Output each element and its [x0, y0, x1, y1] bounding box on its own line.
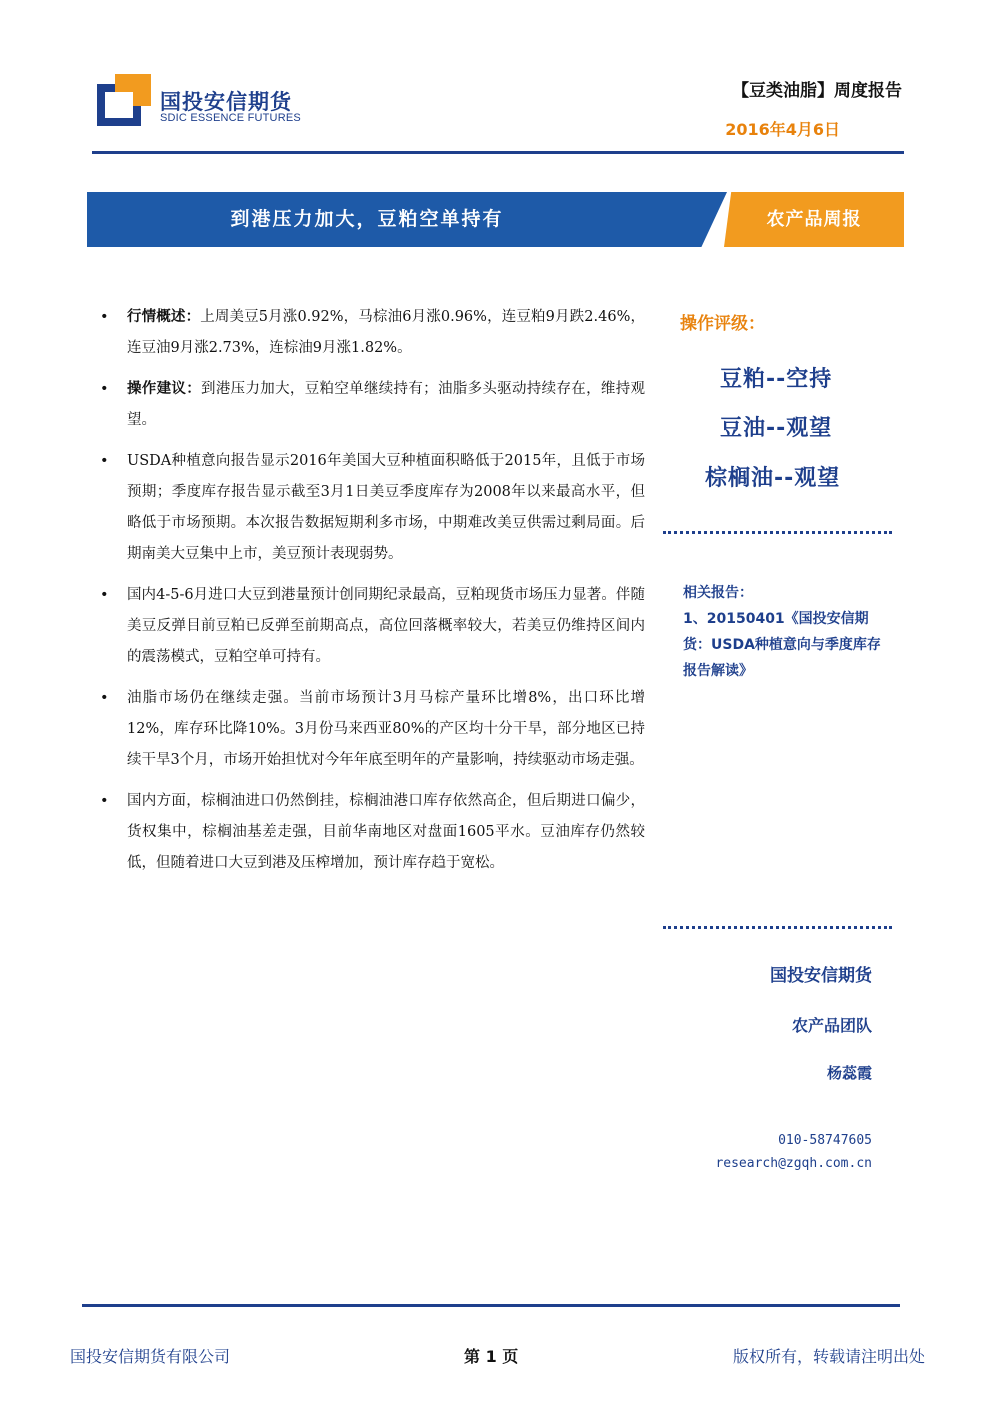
- dotted-divider: [663, 531, 892, 534]
- bullet-text: 上周美豆5月涨0.92%，马棕油6月涨0.96%，连豆粕9月跌2.46%，连豆油9月涨2.73%，连棕油9月涨1.82%。: [127, 309, 645, 356]
- bullet-text: 油脂市场仍在继续走强。当前市场预计3月马棕产量环比增8%，出口环比增12%，库存环比降10%。3月份马来西亚80%的产区均十分干旱，部分地区已持续干旱3个月，市场开始担忧对今年年底至明年的产量影响，持续驱动市场走强。: [127, 690, 645, 768]
- author-company: 国投安信期货: [770, 966, 872, 986]
- bullet-dot-icon: •: [100, 793, 109, 809]
- header-divider: [92, 151, 904, 154]
- bullet-usda-report: [100, 446, 645, 570]
- footer-copyright: 版权所有，转载请注明出处: [732, 1347, 925, 1366]
- rating-soyoil: 豆油--观望: [720, 416, 833, 441]
- bullet-dot-icon: •: [100, 309, 109, 325]
- rating-label: 操作评级：: [680, 314, 765, 334]
- report-type: 【豆类油脂】周度报告: [732, 81, 902, 101]
- bullet-text: 国内4-5-6月进口大豆到港量预计创同期纪录最高，豆粕现货市场压力显著。伴随美豆反弹目前豆粕已反弹至前期高点，高位回落概率较大，若美豆仍维持区间内的震荡模式，豆粕空单可持有。: [127, 587, 645, 665]
- bullet-text: 到港压力加大，豆粕空单继续持有；油脂多头驱动持续存在，维持观望。: [127, 381, 645, 428]
- page-number: 第 1 页: [464, 1347, 519, 1366]
- contact-phone: 010-58747605: [778, 1133, 872, 1148]
- bullet-dot-icon: •: [100, 453, 109, 469]
- contact-email[interactable]: research@zgqh.com.cn: [715, 1156, 872, 1171]
- related-report-link[interactable]: 1、20150401《国投安信期货：USDA种植意向与季度库存报告解读》: [683, 611, 881, 679]
- bullet-soymeal-domestic: [100, 580, 645, 673]
- related-reports: [683, 580, 883, 684]
- logo-english-name: SDIC ESSENCE FUTURES: [160, 112, 301, 124]
- logo-chinese-name: 国投安信期货: [160, 90, 292, 114]
- author-team: 农产品团队: [791, 1016, 872, 1035]
- category-tag: 农产品周报: [766, 209, 862, 230]
- author-name: 杨蕊霞: [826, 1064, 872, 1082]
- bullet-oils-market: [100, 683, 645, 776]
- bullet-market-overview: [100, 302, 645, 364]
- bullet-text: 国内方面，棕榈油进口仍然倒挂，棕榈油港口库存依然高企，但后期进口偏少，货权集中，棕榈油基差走强，目前华南地区对盘面1605平水。豆油库存仍然较低，但随着进口大豆到港及压榨增加，预计库存趋于宽松。: [127, 793, 645, 871]
- bullet-dot-icon: •: [100, 690, 109, 706]
- related-reports-title: 相关报告：: [683, 585, 753, 601]
- footer-company: 国投安信期货有限公司: [70, 1347, 231, 1366]
- bullet-trade-advice: [100, 374, 645, 436]
- rating-soymeal: 豆粕--空持: [720, 367, 833, 392]
- bullet-dot-icon: •: [100, 587, 109, 603]
- footer-divider: [82, 1304, 900, 1307]
- bullet-lead: 操作建议：: [127, 381, 202, 397]
- report-date: 2016年4月6日: [725, 120, 840, 139]
- bullet-domestic-palm: [100, 786, 645, 879]
- bullet-dot-icon: •: [100, 381, 109, 397]
- report-title: 到港压力加大，豆粕空单持有: [230, 208, 504, 230]
- summary-bullets: [100, 302, 645, 889]
- dotted-divider: [663, 926, 892, 929]
- bullet-text: USDA种植意向报告显示2016年美国大豆种植面积略低于2015年，且低于市场预期；季度库存报告显示截至3月1日美豆季度库存为2008年以来最高水平，但略低于市场预期。本次报告数据短期利多市场，中期难改美豆供需过剩局面。后期南美大豆集中上市，美豆预计表现弱势。: [127, 453, 645, 562]
- bullet-lead: 行情概述：: [127, 309, 201, 325]
- rating-palm-oil: 棕榈油--观望: [705, 466, 841, 491]
